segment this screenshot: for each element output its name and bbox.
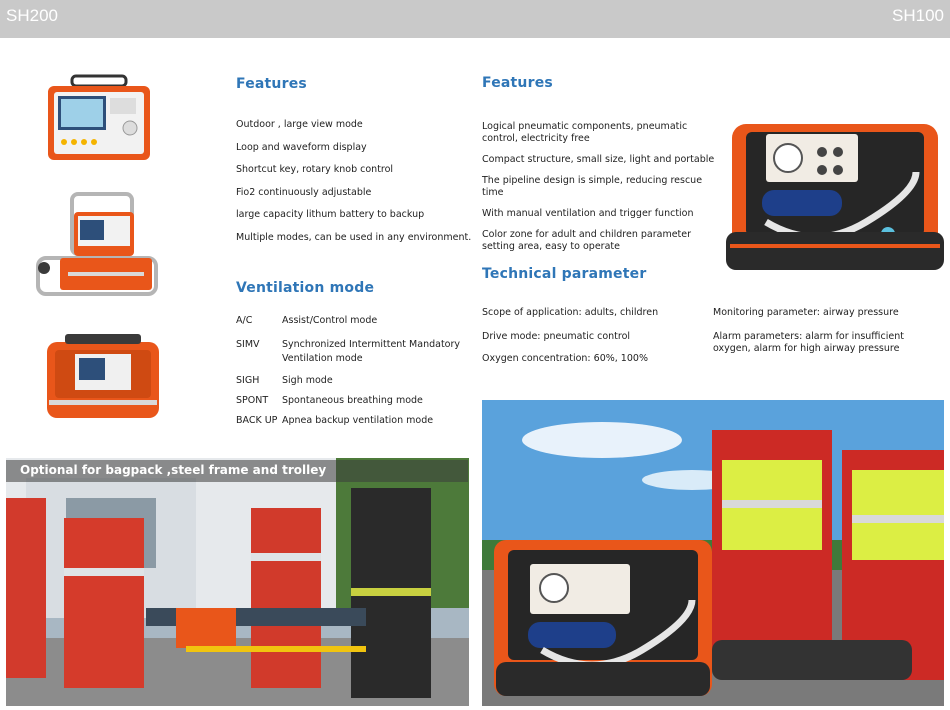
list-item: Color zone for adult and children parameter setting area, easy to operate [482, 229, 692, 252]
sh200-ventilator-image [44, 74, 154, 166]
mode-abbr: SIMV [236, 339, 260, 350]
rescue-team-photo [6, 458, 469, 706]
list-item: large capacity lithum battery to backup [236, 209, 425, 220]
mode-abbr: SPONT [236, 395, 269, 406]
sh200-steel-frame-image [32, 190, 162, 302]
field-rescue-photo [482, 400, 944, 706]
tech-drive: Drive mode: pneumatic control [482, 331, 631, 342]
accessory-banner [6, 460, 468, 482]
list-item: Compact structure, small size, light and portable [482, 154, 715, 165]
mode-abbr: SIGH [236, 375, 260, 386]
list-item: Logical pneumatic components, pneumatic control, electricity free [482, 121, 688, 144]
sh200-backpack-image [45, 332, 161, 420]
top-bar [0, 0, 950, 38]
mode-desc: Spontaneous breathing mode [282, 395, 423, 406]
tech-monitoring: Monitoring parameter: airway pressure [713, 307, 899, 318]
list-item: The pipeline design is simple, reducing rescue time [482, 175, 703, 198]
mode-desc: Sigh mode [282, 375, 333, 386]
sh200-features-list [236, 119, 471, 244]
sh100-features-title: Features [482, 75, 553, 91]
mode-abbr: A/C [236, 315, 253, 326]
sh100-features-list [482, 121, 722, 253]
tech-scope: Scope of application: adults, children [482, 307, 659, 318]
list-item: Loop and waveform display [236, 141, 367, 153]
tech-alarm: Alarm parameters: alarm for insufficient oxygen, alarm for high airway pressure [713, 331, 904, 354]
tech-oxygen: Oxygen concentration: 60%, 100% [482, 353, 648, 364]
mode-desc: Assist/Control mode [282, 315, 378, 326]
model-label-sh100: SH100 [892, 6, 944, 25]
list-item: With manual ventilation and trigger function [482, 208, 694, 219]
mode-desc: Apnea backup ventilation mode [282, 415, 434, 426]
mode-abbr: BACK UP [236, 415, 278, 426]
mode-desc: Synchronized Intermittent Mandatory Ventilation mode [282, 339, 461, 364]
ventilation-mode-title: Ventilation mode [236, 280, 375, 296]
list-item: Shortcut key, rotary knob control [236, 164, 394, 175]
sh200-features-title: Features [236, 76, 307, 92]
list-item: Multiple modes, can be used in any environment. [236, 231, 472, 243]
tech-param-title: Technical parameter [482, 266, 647, 282]
accessory-banner-text: Optional for bagpack ,steel frame and trolley [20, 463, 327, 477]
sh100-bag-image [726, 112, 944, 270]
model-label-sh200: SH200 [6, 6, 58, 25]
list-item: Fio2 continuously adjustable [236, 186, 372, 198]
list-item: Outdoor , large view mode [236, 119, 363, 130]
